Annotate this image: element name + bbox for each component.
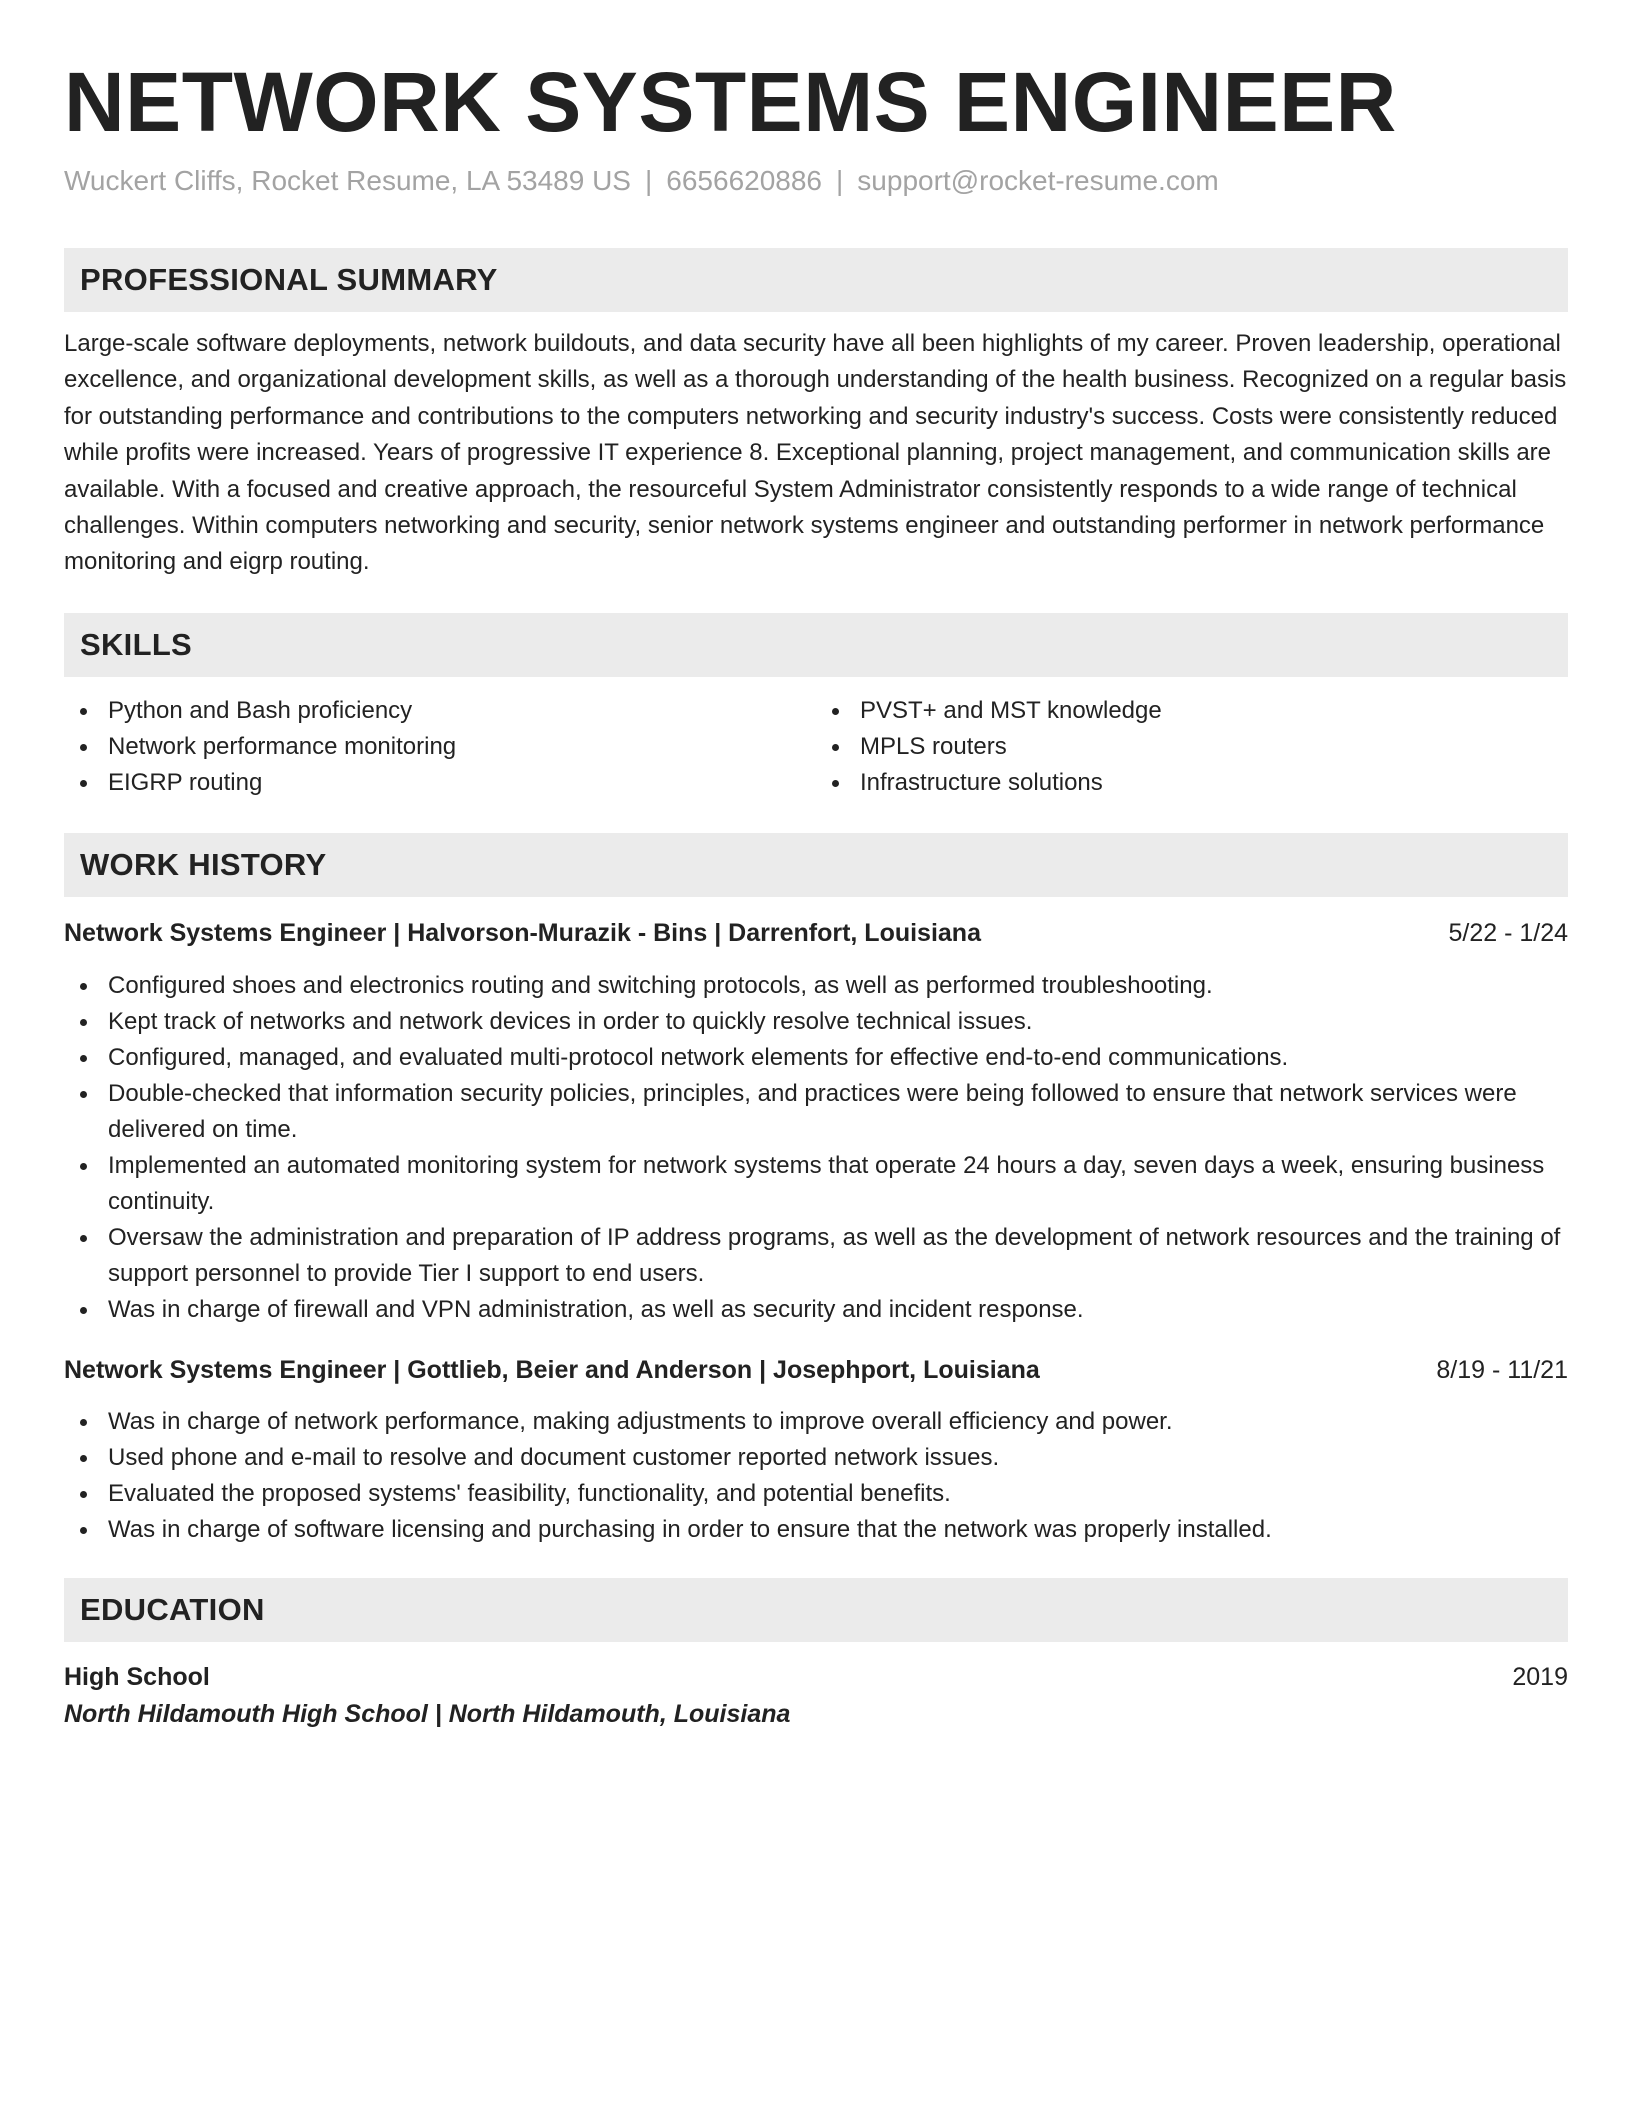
job-bullets bbox=[64, 1404, 1568, 1548]
bullet-icon bbox=[832, 744, 839, 751]
job-bullet: Evaluated the proposed systems' feasibility, functionality, and potential benefits. bbox=[64, 1476, 1568, 1512]
job-entry bbox=[64, 915, 1568, 1328]
bullet-icon bbox=[80, 1307, 87, 1314]
skill-item: Network performance monitoring bbox=[64, 729, 816, 765]
bullet-icon bbox=[80, 1491, 87, 1498]
skill-item: PVST+ and MST knowledge bbox=[816, 693, 1568, 729]
job-bullets bbox=[64, 968, 1568, 1328]
job-bullet: Used phone and e-mail to resolve and document customer reported network issues. bbox=[64, 1440, 1568, 1476]
bullet-icon bbox=[80, 1455, 87, 1462]
education-header bbox=[64, 1659, 1568, 1695]
section-header-professional-summary: PROFESSIONAL SUMMARY bbox=[64, 248, 1568, 312]
skill-item: MPLS routers bbox=[816, 729, 1568, 765]
bullet-icon bbox=[80, 983, 87, 990]
job-bullet: Configured, managed, and evaluated multi-protocol network elements for effective end-to-end communications. bbox=[64, 1040, 1568, 1076]
bullet-icon bbox=[80, 1055, 87, 1062]
bullet-icon bbox=[80, 1235, 87, 1242]
contact-phone: 6656620886 bbox=[666, 165, 823, 196]
skill-item: Python and Bash proficiency bbox=[64, 693, 816, 729]
bullet-icon bbox=[80, 1019, 87, 1026]
contact-line bbox=[64, 164, 1568, 198]
job-bullet: Double-checked that information security policies, principles, and practices were being followed to ensure that network services were delivered on time. bbox=[64, 1076, 1568, 1148]
skills-list-right bbox=[816, 693, 1568, 801]
skills-list-left bbox=[64, 693, 816, 801]
job-bullet: Configured shoes and electronics routing and switching protocols, as well as performed troubleshooting. bbox=[64, 968, 1568, 1004]
job-bullet: Implemented an automated monitoring system for network systems that operate 24 hours a day, seven days a week, ensuring business continuity. bbox=[64, 1148, 1568, 1220]
section-header-work-history: WORK HISTORY bbox=[64, 833, 1568, 897]
bullet-icon bbox=[80, 1091, 87, 1098]
contact-separator: | bbox=[645, 165, 653, 196]
skills-grid bbox=[64, 693, 1568, 801]
resume-name: NETWORK SYSTEMS ENGINEER bbox=[64, 55, 1397, 149]
job-header bbox=[64, 915, 1568, 951]
bullet-icon bbox=[832, 708, 839, 715]
summary-text: Large-scale software deployments, network buildouts, and data security have all been highlights of my career. Proven leadership, operational excellence, and organizational development skills, as well as a thorough understanding of the health business. Recognized on a regular basis for outstanding performance and contributions to the computers networking and security industry's success. Costs were consistently reduced while profits were increased. Years of progressive IT experience 8. Exceptional planning, project management, and communication skills are available. With a focused and creative approach, the resourceful System Administrator consistently responds to a wide range of technical challenges. Within computers networking and security, senior network systems engineer and outstanding performer in network performance monitoring and eigrp routing. bbox=[64, 330, 1567, 576]
job-title: Network Systems Engineer | Gottlieb, Beier and Anderson | Josephport, Louisiana bbox=[64, 1355, 1040, 1384]
bullet-icon bbox=[80, 1419, 87, 1426]
job-header bbox=[64, 1352, 1568, 1388]
bullet-icon bbox=[80, 708, 87, 715]
bullet-icon bbox=[80, 744, 87, 751]
bullet-icon bbox=[832, 780, 839, 787]
job-bullet: Was in charge of firewall and VPN administration, as well as security and incident response. bbox=[64, 1292, 1568, 1328]
skill-item: EIGRP routing bbox=[64, 765, 816, 801]
bullet-icon bbox=[80, 1527, 87, 1534]
contact-address: Wuckert Cliffs, Rocket Resume, LA 53489 US bbox=[64, 165, 631, 196]
job-bullet: Kept track of networks and network devices in order to quickly resolve technical issues. bbox=[64, 1004, 1568, 1040]
education-year: 2019 bbox=[1512, 1662, 1568, 1691]
education-school: North Hildamouth High School | North Hildamouth, Louisiana bbox=[64, 1699, 791, 1728]
section-header-education: EDUCATION bbox=[64, 1578, 1568, 1642]
job-dates: 5/22 - 1/24 bbox=[1448, 918, 1568, 947]
section-header-skills: SKILLS bbox=[64, 613, 1568, 677]
job-entry bbox=[64, 1352, 1568, 1548]
job-bullet: Was in charge of software licensing and purchasing in order to ensure that the network was properly installed. bbox=[64, 1512, 1568, 1548]
job-dates: 8/19 - 11/21 bbox=[1436, 1355, 1568, 1384]
education-entry bbox=[64, 1659, 1568, 1733]
education-degree: High School bbox=[64, 1662, 210, 1691]
skill-item: Infrastructure solutions bbox=[816, 765, 1568, 801]
bullet-icon bbox=[80, 1163, 87, 1170]
job-title: Network Systems Engineer | Halvorson-Murazik - Bins | Darrenfort, Louisiana bbox=[64, 918, 981, 947]
contact-email: support@rocket-resume.com bbox=[857, 165, 1219, 196]
job-bullet: Was in charge of network performance, making adjustments to improve overall efficiency and power. bbox=[64, 1404, 1568, 1440]
contact-separator: | bbox=[836, 165, 844, 196]
job-bullet: Oversaw the administration and preparation of IP address programs, as well as the development of network resources and the training of support personnel to provide Tier I support to end users. bbox=[64, 1220, 1568, 1292]
bullet-icon bbox=[80, 780, 87, 787]
